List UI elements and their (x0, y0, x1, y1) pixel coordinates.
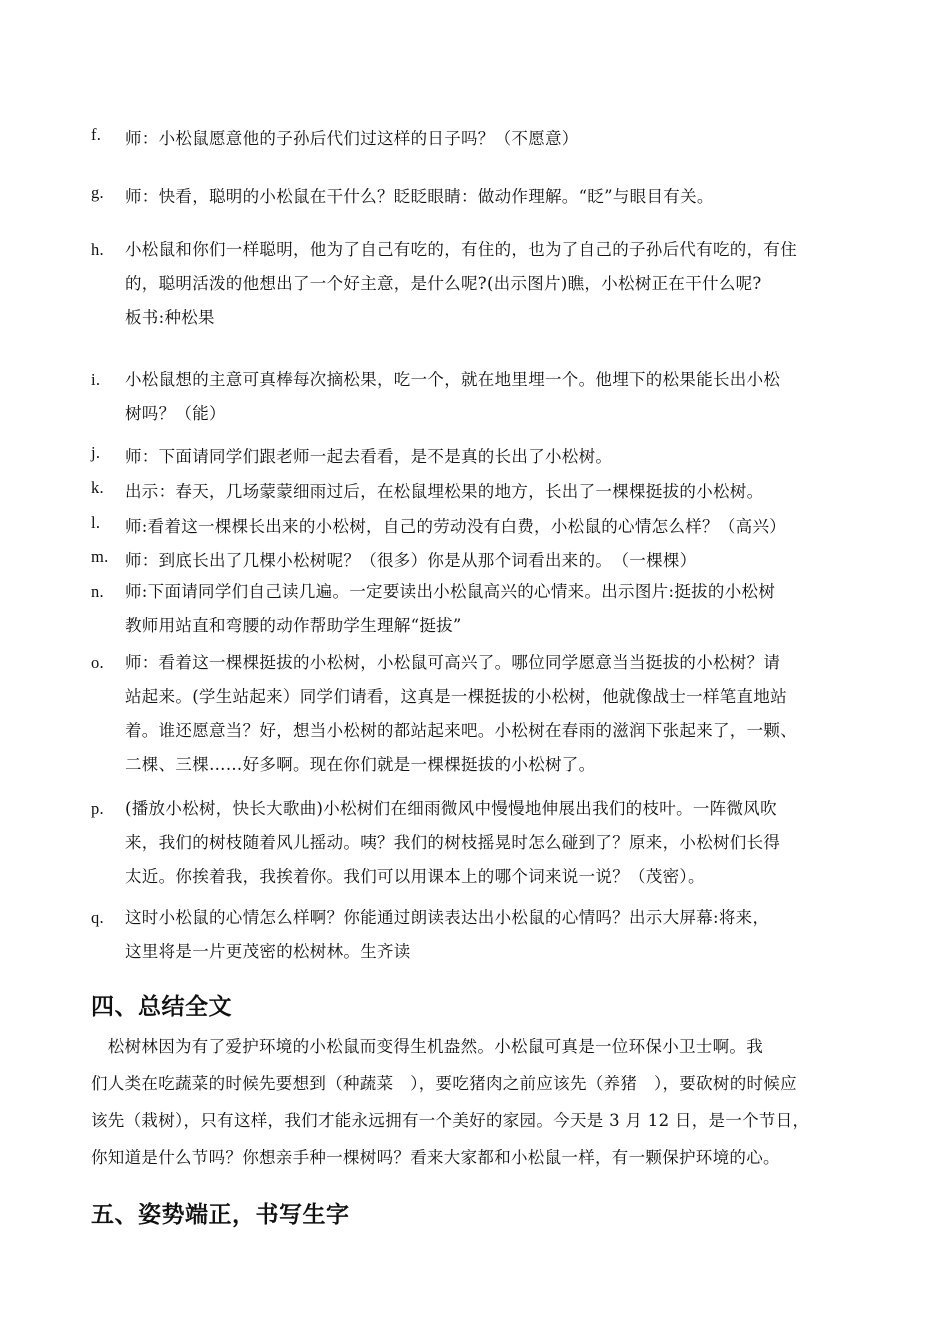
paragraph-line: 你知道是什么节吗？你想亲手种一棵树吗？看来大家都和小松鼠一样，有一颗保护环境的心。 (91, 1148, 780, 1167)
list-marker: n. (91, 582, 104, 601)
list-item-text: 的，聪明活泼的他想出了一个好主意，是什么呢?(出示图片)瞧，小松树正在干什么呢? (125, 274, 762, 293)
list-item-text: 师：小松鼠愿意他的子孙后代们过这样的日子吗？（不愿意） (125, 129, 579, 148)
list-item-text: 小松鼠想的主意可真棒每次摘松果，吃一个，就在地里埋一个。他埋下的松果能长出小松 (125, 370, 781, 389)
list-item-text: 师：快看，聪明的小松鼠在干什么？眨眨眼睛：做动作理解。“眨”与眼目有关。 (125, 187, 714, 206)
list-marker: m. (91, 547, 109, 566)
list-item-o (91, 653, 871, 782)
section-heading-summary: 四、总结全文 (91, 994, 232, 1020)
list-marker: q. (91, 908, 104, 927)
list-marker: j. (91, 443, 101, 462)
list-item-m (91, 547, 871, 571)
list-marker: g. (91, 183, 104, 202)
list-item-text: (播放小松树，快长大歌曲)小松树们在细雨微风中慢慢地伸展出我们的枝叶。一阵微风吹 (125, 799, 777, 818)
list-item-text: 小松鼠和你们一样聪明，他为了自己有吃的，有住的，也为了自己的子孙后代有吃的，有住 (125, 240, 797, 259)
list-item-text: 来，我们的树枝随着风儿摇动。咦？我们的树枝摇晃时怎么碰到了？原来，小松树们长得 (125, 833, 781, 852)
list-item-h (91, 240, 871, 335)
list-item-text: 教师用站直和弯腰的动作帮助学生理解“挺拔” (125, 616, 462, 635)
paragraph-line: 松树林因为有了爱护环境的小松鼠而变得生机盎然。小松鼠可真是一位环保小卫士啊。我 (91, 1037, 763, 1056)
list-item-text: 师:看着这一棵棵长出来的小松树，自己的劳动没有白费，小松鼠的心情怎么样？（高兴） (125, 517, 787, 536)
section-heading-writing: 五、姿势端正，书写生字 (91, 1202, 350, 1228)
list-item-text: 树吗？（能） (125, 404, 226, 423)
list-item-l (91, 513, 871, 537)
list-item-text: 太近。你挨着我，我挨着你。我们可以用课本上的哪个词来说一说？（茂密）。 (125, 867, 705, 886)
list-marker: p. (91, 799, 104, 818)
list-item-n (91, 582, 871, 643)
list-item-q (91, 908, 871, 969)
list-item-text: 板书:种松果 (125, 308, 215, 327)
list-item-text: 出示：春天，几场蒙蒙细雨过后，在松鼠埋松果的地方，长出了一棵棵挺拔的小松树。 (125, 482, 764, 501)
list-item-text: 这时小松鼠的心情怎么样啊？你能通过朗读表达出小松鼠的心情吗？出示大屏幕:将来， (125, 908, 770, 927)
list-item-j (91, 443, 871, 467)
list-item-text: 这里将是一片更茂密的松树林。生齐读 (125, 942, 411, 961)
list-item-i (91, 370, 871, 431)
list-item-text: 师：下面请同学们跟老师一起去看看，是不是真的长出了小松树。 (125, 447, 613, 466)
list-marker: f. (91, 125, 102, 144)
list-marker: l. (91, 513, 101, 532)
list-item-k (91, 478, 871, 502)
list-item-text: 站起来。(学生站起来）同学们请看，这真是一棵挺拔的小松树，他就像战士一样笔直地站 (125, 687, 787, 706)
list-marker: k. (91, 478, 104, 497)
paragraph-line: 们人类在吃蔬菜的时候先要想到（种蔬菜 ），要吃猪肉之前应该先（养猪 ），要砍树的时候应 (91, 1074, 797, 1093)
summary-paragraph (91, 1038, 881, 1176)
list-item-text: 师:下面请同学们自己读几遍。一定要读出小松鼠高兴的心情来。出示图片:挺拔的小松树 (125, 582, 776, 601)
list-marker: o. (91, 653, 104, 672)
list-item-g (91, 183, 871, 207)
list-marker: h. (91, 240, 104, 259)
list-item-f (91, 125, 871, 149)
list-item-text: 着。谁还愿意当？好，想当小松树的都站起来吧。小松树在春雨的滋润下张起来了，一颗、 (125, 721, 797, 740)
list-item-p (91, 799, 871, 894)
list-item-text: 二棵、三棵……好多啊。现在你们就是一棵棵挺拔的小松树了。 (125, 755, 596, 774)
list-item-text: 师：到底长出了几棵小松树呢？（很多）你是从那个词看出来的。 （一棵棵） (125, 551, 697, 570)
paragraph-line: 该先（栽树），只有这样，我们才能永远拥有一个美好的家园。今天是 3 月 12 日，是一个节日， (91, 1111, 810, 1130)
list-marker: i. (91, 370, 101, 389)
list-item-text: 师：看着这一棵棵挺拔的小松树，小松鼠可高兴了。哪位同学愿意当当挺拔的小松树？请 (125, 653, 781, 672)
